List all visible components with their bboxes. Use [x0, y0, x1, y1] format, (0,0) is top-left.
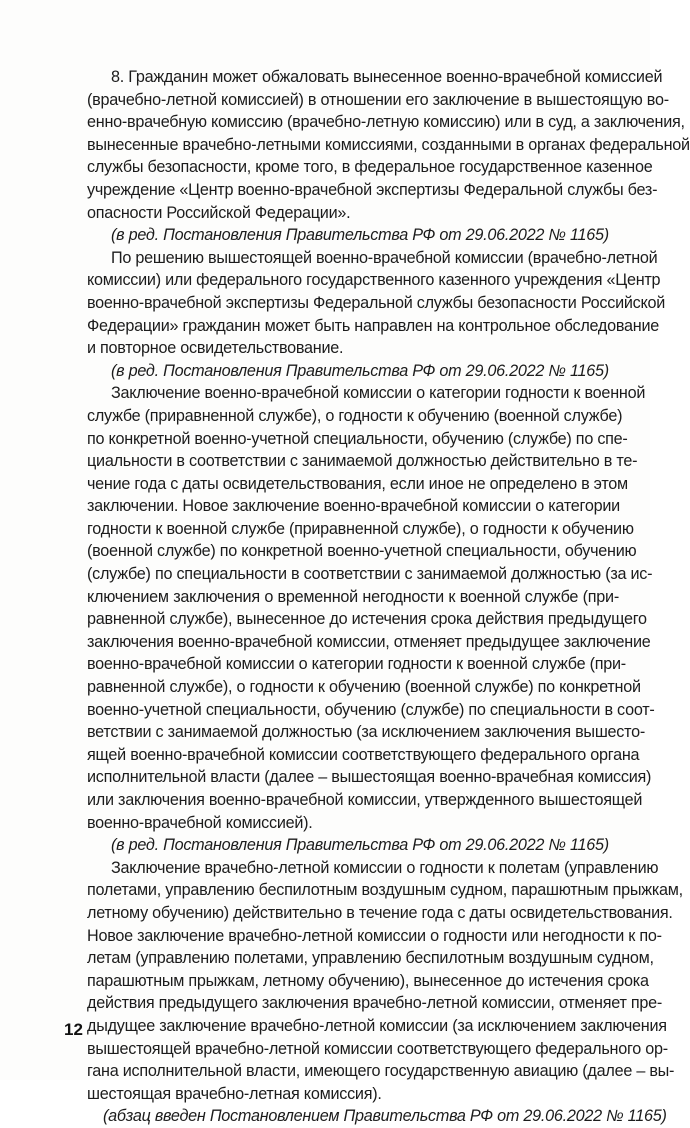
paragraph-line: опасности Российской Федерации».	[87, 203, 351, 222]
amendment-note: (в ред. Постановления Правительства РФ от 29.06.2022 № 1165)	[111, 361, 609, 380]
paragraph-line: военно-врачебной комиссией).	[87, 813, 313, 832]
paragraph-line: комиссии) или федерального государственного казенного учреждения «Центр	[87, 271, 661, 290]
paragraph-line: чение года с даты освидетельствования, если иное не определено в этом	[87, 474, 628, 493]
paragraph-line: вышестоящей врачебно-летной комиссии соответствующего федерального ор-	[87, 1039, 668, 1058]
amendment-note: (в ред. Постановления Правительства РФ от 29.06.2022 № 1165)	[111, 836, 609, 855]
paragraph-line: службе (приравненной службе), о годности к обучению (военной службе)	[87, 406, 623, 425]
paragraph-line: действия предыдущего заключения врачебно-летной комиссии, отменяет пре-	[87, 994, 663, 1013]
amendment-note: (в ред. Постановления Правительства РФ от 29.06.2022 № 1165)	[111, 226, 609, 245]
paragraph-line: военно-учетной специальности, обучению (службе) по специальности в соот-	[87, 700, 655, 719]
paragraph-line: учреждение «Центр военно-врачебной экспертизы Федеральной службы без-	[87, 180, 658, 199]
paragraph-line: (врачебно-летной комиссией) в отношении его заключение в вышестоящую во-	[87, 90, 669, 109]
paragraph-line: или заключения военно-врачебной комиссии, утвержденного вышестоящей	[87, 791, 643, 809]
paragraph-line: Заключение военно-врачебной комиссии о категории годности к военной	[111, 384, 646, 403]
paragraph-line: военно-врачебной комиссии о категории годности к военной службе (при-	[87, 655, 626, 674]
paragraph-line: равненной службе), вынесенное до истечения срока действия предыдущего	[87, 610, 647, 629]
paragraph-line: 8. Гражданин может обжаловать вынесенное военно-врачебной комиссией	[111, 68, 663, 86]
paragraph-line: заключения военно-врачебной комиссии, отменяет предыдущее заключение	[87, 632, 651, 651]
paragraph-line: (службе) по специальности в соответствии с занимаемой должностью (за ис-	[87, 565, 653, 584]
paragraph-line: военно-врачебной экспертизы Федеральной службы безопасности Российской	[87, 293, 666, 312]
body-text	[87, 66, 690, 1128]
paragraph-line: летам (управлению полетами, управлению беспилотным воздушным судном,	[87, 949, 654, 968]
page-number: 12	[64, 1020, 83, 1039]
paragraph-line: и повторное освидетельствование.	[87, 339, 344, 358]
paragraph-line: летному обучению) действительно в течение года с даты освидетельствования.	[87, 903, 673, 922]
paragraph-line: исполнительной власти (далее – вышестоящая военно-врачебная комиссия)	[87, 768, 652, 787]
paragraph-line: заключении. Новое заключение военно-врачебной комиссии о категории	[87, 497, 620, 516]
paragraph-line: Новое заключение врачебно-летной комиссии о годности или негодности к по-	[87, 926, 662, 945]
paragraph-line: енно-врачебную комиссию (врачебно-летную комиссию) или в суд, а заключения,	[87, 113, 685, 132]
paragraph-line: циальности в соответствии с занимаемой должностью действительно в те-	[87, 452, 638, 471]
paragraph-line: шестоящая врачебно-летная комиссия).	[87, 1084, 382, 1103]
paragraph-line: годности к военной службе (приравненной службе), о годности к обучению	[87, 519, 634, 538]
paragraph-line: парашютным прыжкам, летному обучению), вынесенное до истечения срока	[87, 971, 649, 990]
paragraph-line: ветствии с занимаемой должностью (за исключением заключения вышесто-	[87, 723, 646, 742]
paragraph-line: по конкретной военно-учетной специальности, обучению (службе) по спе-	[87, 429, 628, 448]
paragraph-line: (военной службе) по конкретной военно-учетной специальности, обучению	[87, 542, 637, 561]
paragraph-line: равненной службе), о годности к обучению (военной службе) по конкретной	[87, 678, 641, 697]
paragraph-line: ключением заключения о временной негодности к военной службе (при-	[87, 587, 619, 606]
paragraph-line: гана исполнительной власти, имеющего государственную авиацию (далее – вы-	[87, 1062, 675, 1081]
amendment-note: (абзац введен Постановлением Правительства РФ от 29.06.2022 № 1165)	[103, 1107, 667, 1126]
paragraph-line: Федерации» гражданин может быть направлен на контрольное обследование	[87, 316, 660, 335]
paragraph-line: Заключение врачебно-летной комиссии о годности к полетам (управлению	[111, 858, 659, 877]
paragraph-line: вынесенные врачебно-летными комиссиями, созданными в органах федеральной	[87, 135, 690, 154]
paragraph-line: ящей военно-врачебной комиссии соответствующего федерального органа	[87, 745, 640, 764]
paragraph-line: дыдущее заключение врачебно-летной комиссии (за исключением заключения	[87, 1016, 667, 1035]
paragraph-line: службы безопасности, кроме того, в федеральное государственное казенное	[87, 158, 653, 177]
paragraph-line: полетами, управлению беспилотным воздушным судном, парашютным прыжкам,	[87, 881, 683, 900]
paragraph-line: По решению вышестоящей военно-врачебной комиссии (врачебно-летной	[111, 248, 658, 267]
